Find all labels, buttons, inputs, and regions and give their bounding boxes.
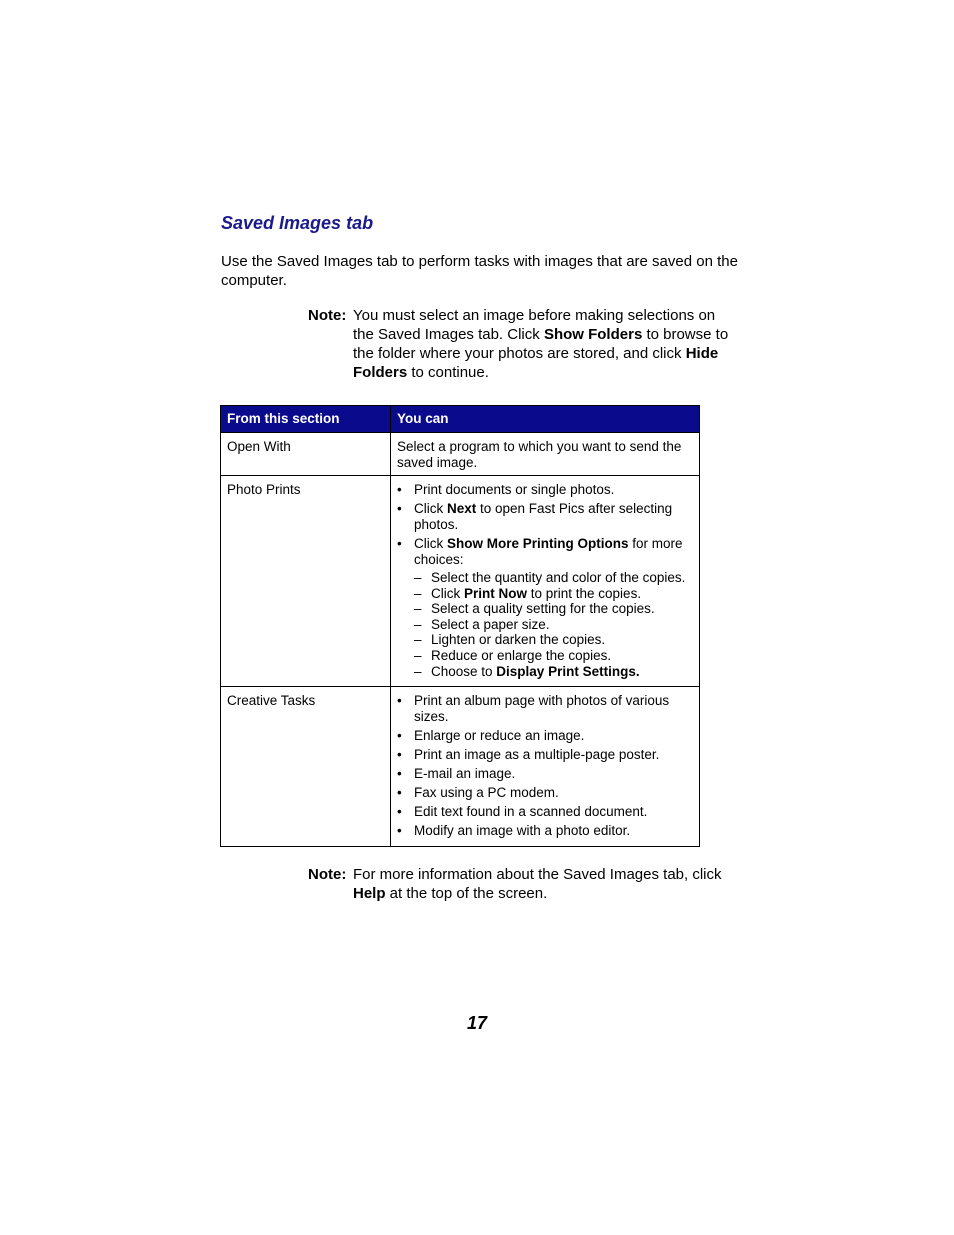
section-cell-creative-tasks: Creative Tasks — [221, 687, 391, 847]
saved-images-table — [220, 405, 700, 847]
list-item: • Print an image as a multiple-page poster. — [397, 747, 693, 763]
note-help — [308, 865, 738, 903]
sub-list-item: – Lighten or darken the copies. — [414, 632, 693, 648]
list-item: • Click Show More Printing Options for more choices: – Select the quantity and color of the copies. – Click Print Now to print the copies. – Select a quality setting for the copies. – Select a paper size. – Lighten or darken the copies. – Reduce or enlarge the copies. – Choose to Display Print Settings. — [397, 536, 693, 679]
sub-list-item: – Select a quality setting for the copies. — [414, 601, 693, 617]
sub-list-item: – Choose to Display Print Settings. — [414, 664, 693, 680]
note-label: Note: — [308, 307, 347, 324]
list-item: • Print documents or single photos. — [397, 482, 693, 498]
intro-paragraph: Use the Saved Images tab to perform tasks with images that are saved on the computer. — [221, 253, 738, 289]
sub-list-item: – Reduce or enlarge the copies. — [414, 648, 693, 664]
bullet-list — [397, 482, 693, 679]
table-row — [221, 476, 700, 687]
sub-list-item: – Click Print Now to print the copies. — [414, 586, 693, 602]
sub-list — [414, 570, 693, 679]
help-term: Help — [353, 885, 386, 902]
column-header-section: From this section — [221, 406, 391, 433]
description-cell — [391, 476, 700, 687]
note-label: Note: — [308, 866, 347, 883]
table-header-row — [221, 406, 700, 433]
bullet-list — [397, 693, 693, 839]
list-item: • Print an album page with photos of various sizes. — [397, 693, 693, 725]
column-header-you-can: You can — [391, 406, 700, 433]
description-cell — [391, 687, 700, 847]
note-body: For more information about the Saved Images tab, click Help at the top of the screen. — [353, 866, 722, 902]
page-number: 17 — [467, 1013, 488, 1033]
table-row — [221, 687, 700, 847]
list-item: • Enlarge or reduce an image. — [397, 728, 693, 744]
description-cell: Select a program to which you want to send the saved image. — [391, 433, 700, 476]
list-item: • Click Next to open Fast Pics after selecting photos. — [397, 501, 693, 533]
sub-list-item: – Select the quantity and color of the copies. — [414, 570, 693, 586]
list-item: • Modify an image with a photo editor. — [397, 823, 693, 839]
section-cell-photo-prints: Photo Prints — [221, 476, 391, 687]
list-item: • E-mail an image. — [397, 766, 693, 782]
sub-list-item: – Select a paper size. — [414, 617, 693, 633]
section-cell-open-with: Open With — [221, 433, 391, 476]
list-item: • Fax using a PC modem. — [397, 785, 693, 801]
note-body: You must select an image before making selections on the Saved Images tab. Click Show Folders to browse to the folder where your photos are stored, and click Hide Folders to continue. — [353, 307, 729, 381]
table-row — [221, 433, 700, 476]
list-item: • Edit text found in a scanned document. — [397, 804, 693, 820]
note-select-image — [308, 306, 738, 382]
hide-folders-term: Hide Folders — [353, 345, 719, 381]
show-folders-term: Show Folders — [543, 326, 643, 343]
page-title: Saved Images tab — [221, 213, 374, 233]
